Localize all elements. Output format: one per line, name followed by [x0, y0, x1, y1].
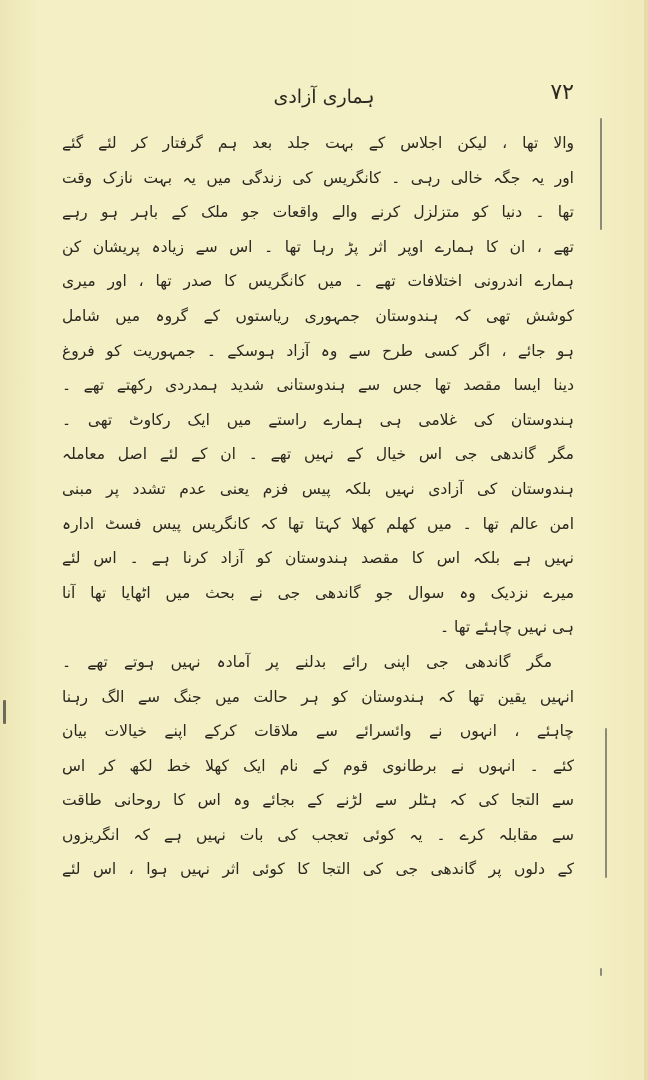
text-line: ہمارے اندرونی اختلافات تھے ۔ میں کانگریس کا صدر تھا ، اور میری	[62, 272, 574, 291]
text-line: ہو جائے ، اگر کسی طرح سے وہ آزاد ہوسکے ۔ جمہوریت کو فروغ	[62, 341, 574, 360]
text-line: کے دلوں پر گاندھی جی کی التجا کا کوئی اثر نہیں ہوا ، اس لئے	[62, 860, 574, 879]
text-line: اور یہ جگہ خالی رہی ۔ کانگریس کی زندگی میں یہ بہت نازک وقت	[62, 168, 574, 187]
text-line: سے مقابلہ کرے ۔ یہ کوئی تعجب کی بات نہیں ہے کہ انگریزوں	[62, 825, 574, 844]
text-line: ہی نہیں چاہئے تھا ۔	[440, 618, 574, 637]
text-line: نہیں ہے بلکہ اس کا مقصد ہندوستان کو آزاد کرنا ہے ۔ اس لئے	[62, 549, 574, 568]
text-line: سے التجا کی کہ ہٹلر سے لڑنے کے بجائے وہ اس کا روحانی طاقت	[62, 791, 574, 810]
page-edge	[644, 0, 648, 1080]
text-line: امن عالم تھا ۔ میں کھلم کھلا کہتا تھا کہ کانگریس پیس فسٹ ادارہ	[62, 514, 574, 533]
text-line: میرے نزدیک وہ سوال جو گاندھی جی نے بحث میں اٹھایا تھا آنا	[62, 583, 574, 602]
text-line: مگر گاندھی جی اپنی رائے بدلنے پر آمادہ نہیں ہوتے تھے ۔	[62, 652, 552, 671]
text-line: کئے ۔ انہوں نے برطانوی قوم کے نام ایک کھلا خط لکھ کر اس	[62, 756, 574, 775]
page-number: ۷۲	[550, 80, 574, 105]
text-line: دینا ایسا مقصد تھا جس سے ہندوستانی شدید ہمدردی رکھتے تھے ۔	[62, 376, 574, 395]
text-line: کوشش تھی کہ ہندوستان جمہوری ریاستوں کے گروہ میں شامل	[62, 306, 574, 325]
body-text	[62, 126, 574, 887]
margin-mark-bracket	[605, 728, 607, 878]
margin-mark-dot	[600, 968, 602, 976]
margin-mark-tick	[3, 700, 6, 724]
text-line: تھا ۔ دنیا کو متزلزل کرنے والے واقعات جو ملک کے باہر ہو رہے	[62, 203, 574, 222]
running-title: ہماری آزادی	[273, 86, 375, 108]
margin-mark-bracket	[600, 118, 602, 230]
text-line: ہندوستان کی غلامی ہی ہمارے راستے میں ایک رکاوٹ تھی ۔	[62, 410, 574, 429]
text-line: والا تھا ، لیکن اجلاس کے بہت جلد بعد ہم گرفتار کر لئے گئے	[62, 134, 574, 152]
text-line: انہیں یقین تھا کہ ہندوستان کو ہر حالت میں جنگ سے الگ رہنا	[62, 687, 574, 706]
paragraph-1	[62, 126, 574, 645]
text-line: تھے ، ان کا ہمارے اوپر اثر پڑ رہا تھا ۔ اس سے زیادہ پریشان کن	[62, 237, 574, 256]
paragraph-2	[62, 645, 574, 887]
text-line: چاہئے ، انہوں نے وائسرائے سے ملاقات کرکے اپنے خیالات بیان	[62, 722, 574, 741]
text-line: ہندوستان کی آزادی نہیں بلکہ پیس فزم یعنی عدم تشدد پر مبنی	[62, 479, 574, 498]
text-line: مگر گاندھی جی اس خیال کے نہیں تھے ۔ ان کے لئے اصل معاملہ	[62, 445, 574, 464]
